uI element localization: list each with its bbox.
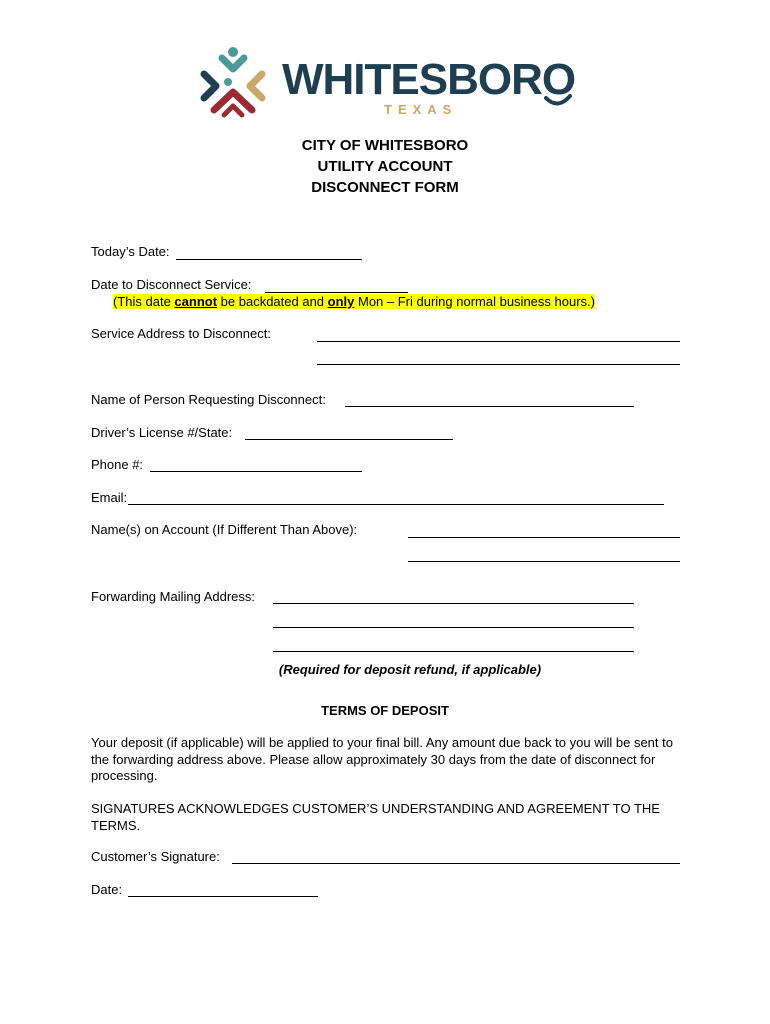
- phone-label: Phone #:: [91, 457, 144, 472]
- customer-signature-field[interactable]: [232, 863, 680, 864]
- email-field[interactable]: [128, 504, 664, 505]
- required-note: (Required for deposit refund, if applicable): [278, 662, 542, 677]
- logo-wordmark: WHITESBORO: [282, 55, 576, 104]
- forwarding-address-field-3[interactable]: [273, 651, 634, 652]
- logo-emblem-icon: [204, 47, 262, 115]
- account-names-field-2[interactable]: [408, 561, 680, 562]
- disconnect-date-note: (This date cannot be backdated and only Mon – Fri during normal business hours.): [113, 294, 595, 309]
- service-address-field-2[interactable]: [317, 364, 680, 365]
- service-address-label: Service Address to Disconnect:: [91, 326, 271, 341]
- requester-name-label: Name of Person Requesting Disconnect:: [91, 392, 326, 407]
- title-line-1: CITY OF WHITESBORO: [301, 137, 469, 154]
- drivers-license-label: Driver’s License #/State:: [91, 425, 233, 440]
- terms-acknowledgement: SIGNATURES ACKNOWLEDGES CUSTOMER’S UNDERSTANDING AND AGREEMENT TO THE TERMS.: [91, 801, 660, 833]
- todays-date-field[interactable]: [176, 259, 362, 260]
- requester-name-field[interactable]: [345, 406, 634, 407]
- signature-date-label: Date:: [91, 882, 123, 897]
- disconnect-date-field[interactable]: [265, 292, 408, 293]
- whitesboro-logo: [198, 44, 578, 119]
- title-line-3: DISCONNECT FORM: [311, 179, 459, 196]
- form-title: [0, 135, 770, 198]
- email-label: Email:: [91, 490, 128, 505]
- signature-date-field[interactable]: [128, 896, 318, 897]
- terms-heading: TERMS OF DEPOSIT: [321, 703, 449, 718]
- drivers-license-field[interactable]: [245, 439, 453, 440]
- disconnect-date-label: Date to Disconnect Service:: [91, 277, 252, 292]
- customer-signature-label: Customer’s Signature:: [91, 849, 220, 864]
- forwarding-address-field-1[interactable]: [273, 603, 634, 604]
- logo-subtitle: TEXAS: [384, 102, 458, 117]
- account-names-field-1[interactable]: [408, 537, 680, 538]
- phone-field[interactable]: [150, 471, 362, 472]
- forwarding-address-label: Forwarding Mailing Address:: [91, 589, 256, 604]
- account-names-label: Name(s) on Account (If Different Than Above):: [91, 522, 358, 537]
- forwarding-address-field-2[interactable]: [273, 627, 634, 628]
- terms-body: Your deposit (if applicable) will be applied to your final bill. Any amount due back to you will be sent to the forwarding address above. Please allow approximately 30 days from the date of disconnect for processing.: [91, 735, 673, 783]
- service-address-field-1[interactable]: [317, 341, 680, 342]
- title-line-2: UTILITY ACCOUNT: [317, 158, 453, 175]
- todays-date-label: Today’s Date:: [91, 244, 170, 259]
